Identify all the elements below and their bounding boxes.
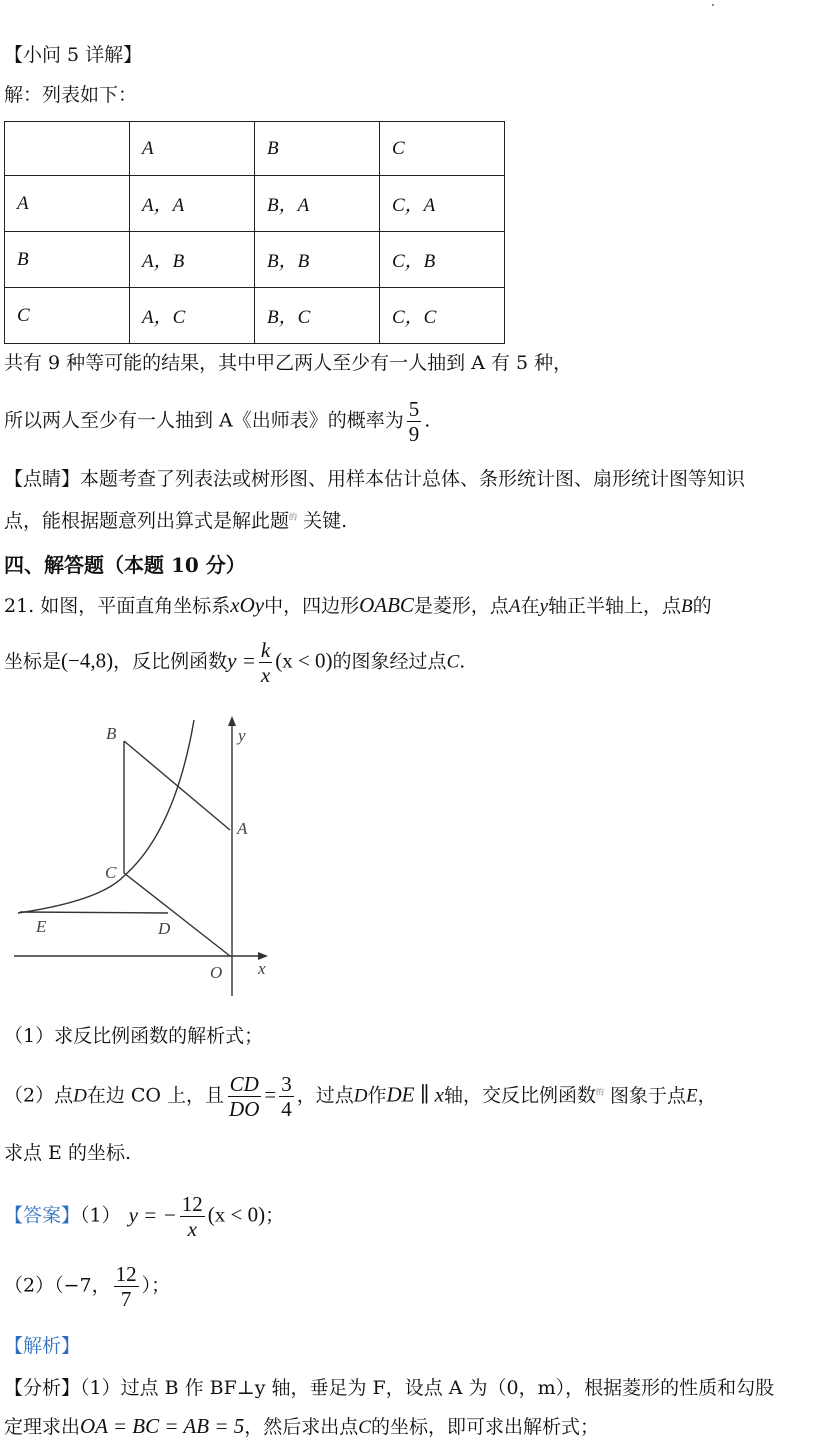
side-ba bbox=[124, 741, 230, 830]
answer-den2: 7 bbox=[120, 1287, 132, 1312]
table-cell: A，C bbox=[130, 288, 255, 344]
q21-point-a: A bbox=[508, 596, 521, 617]
q21-cond: (x < 0) bbox=[275, 648, 333, 673]
table-cell: A bbox=[130, 122, 255, 176]
sub2-point-d: D bbox=[73, 1085, 87, 1107]
comment-tag: 【点睛】 bbox=[4, 468, 81, 490]
prob-suffix: . bbox=[424, 409, 431, 432]
hyperbola-curve bbox=[18, 720, 194, 913]
answer-cond: (x < 0) bbox=[207, 1202, 266, 1227]
q21-coord: (−4,8) bbox=[61, 648, 114, 673]
segment-ed bbox=[20, 912, 168, 913]
answer-end: ； bbox=[265, 1204, 285, 1227]
scan-speck bbox=[712, 4, 714, 6]
q21-oabc: OABC bbox=[359, 593, 414, 617]
q21-text: 的图象经过点 bbox=[332, 650, 447, 673]
analysis-equation: OA = BC = AB = 5 bbox=[80, 1414, 245, 1438]
sub2-4: 4 bbox=[281, 1097, 292, 1122]
sub-question-1: （1）求反比例函数的解析式； bbox=[4, 1025, 264, 1047]
table-cell: C bbox=[380, 122, 505, 176]
label-o: O bbox=[210, 963, 223, 982]
answer-part2: （2）（−7， bbox=[4, 1274, 111, 1297]
comment-text: 点，能根据题意列出算式是解此题 bbox=[4, 510, 290, 532]
q21-text: 轴正半轴上，点 bbox=[548, 595, 682, 617]
q21-line-2 bbox=[4, 638, 465, 687]
table-row bbox=[5, 176, 505, 232]
prob-prefix: 所以两人至少有一人抽到 A《出师表》的概率为 bbox=[4, 409, 404, 432]
analysis-text: 定理求出 bbox=[4, 1416, 81, 1438]
analysis-line-2 bbox=[4, 1414, 599, 1440]
table-cell: C，A bbox=[380, 176, 505, 232]
q21-text: 中，四边形 bbox=[264, 595, 360, 617]
table-cell: C，C bbox=[380, 288, 505, 344]
analysis-text: 的坐标，即可求出解析式； bbox=[370, 1416, 599, 1438]
sub2-point-e: E bbox=[686, 1085, 698, 1107]
table-header-row bbox=[5, 122, 505, 176]
prob-fraction bbox=[407, 397, 422, 446]
label-x: x bbox=[258, 959, 266, 978]
label-e: E bbox=[36, 917, 47, 936]
answer-den: x bbox=[187, 1217, 197, 1242]
sub2-do: DO bbox=[229, 1097, 260, 1122]
q21-text: ，反比例函数 bbox=[113, 650, 228, 673]
sub2-text: ， bbox=[697, 1084, 717, 1107]
q21-y-eq: y = bbox=[227, 648, 256, 673]
comment-line-2 bbox=[4, 510, 347, 533]
q21-point-c: C bbox=[446, 651, 460, 673]
analysis-text: ，然后求出点 bbox=[244, 1416, 359, 1438]
label-d: D bbox=[158, 919, 171, 938]
q21-k: k bbox=[260, 638, 271, 662]
result-line: 共有 9 种等可能的结果，其中甲乙两人至少有一人抽到 A 有 5 种， bbox=[4, 352, 573, 374]
table-cell: A bbox=[5, 176, 130, 232]
table-cell: B bbox=[5, 232, 130, 288]
comment-text-end: 关键. bbox=[303, 510, 348, 532]
prob-num: 5 bbox=[408, 397, 420, 421]
analysis-point-c: C bbox=[358, 1417, 371, 1438]
analysis-fenxi-tag: 【分析】 bbox=[4, 1377, 81, 1399]
sub2-text: 在边 CO 上，且 bbox=[86, 1084, 225, 1107]
sub2-text: （2）点 bbox=[4, 1084, 74, 1107]
answer-fraction-2 bbox=[114, 1262, 139, 1311]
sub2-point-d: D bbox=[353, 1085, 368, 1107]
q21-point-b: B bbox=[681, 596, 693, 617]
rhombus-figure bbox=[0, 706, 290, 1006]
table-cell: A，A bbox=[130, 176, 255, 232]
sub2-eq: = bbox=[264, 1082, 277, 1107]
label-b: B bbox=[106, 724, 117, 743]
side-co bbox=[124, 873, 230, 956]
table-cell: B，C bbox=[255, 288, 380, 344]
sub2-ratio bbox=[227, 1072, 261, 1121]
label-c: C bbox=[105, 863, 117, 882]
comment-line-1 bbox=[4, 468, 745, 491]
sub2-3: 3 bbox=[281, 1072, 292, 1096]
y-axis-arrow bbox=[228, 716, 236, 726]
table-cell: C bbox=[5, 288, 130, 344]
sub2-cd: CD bbox=[229, 1072, 259, 1096]
q21-text: 坐标是 bbox=[4, 650, 62, 673]
q21-text: 的 bbox=[692, 595, 712, 617]
answer-end2: ）； bbox=[141, 1274, 171, 1297]
answer-num2: 12 bbox=[115, 1262, 137, 1286]
comment-text: 本题考查了列表法或树形图、用样本估计总体、条形统计图、扇形统计图等知识 bbox=[80, 468, 746, 490]
answer-y-eq: y = − bbox=[128, 1202, 177, 1227]
answer-num: 12 bbox=[181, 1192, 203, 1216]
q21-text: 21. 如图，平面直角坐标系 bbox=[4, 595, 231, 617]
answer-tag: 【答案】 bbox=[4, 1204, 81, 1227]
q21-fraction bbox=[259, 638, 272, 687]
q21-text: . bbox=[459, 650, 466, 673]
answer-line-1 bbox=[4, 1192, 284, 1241]
comment-mark: 的 bbox=[289, 512, 298, 522]
q21-x: x bbox=[260, 663, 271, 688]
table-cell: A，B bbox=[130, 232, 255, 288]
q21-text: 是菱形，点 bbox=[413, 595, 509, 617]
q21-line-1 bbox=[4, 593, 712, 619]
table-row bbox=[5, 288, 505, 344]
section-title: 四、解答题（本题 10 分） bbox=[4, 553, 246, 577]
q21-text: 在 bbox=[520, 595, 540, 617]
table-cell: B bbox=[255, 122, 380, 176]
answer-fraction bbox=[180, 1192, 205, 1241]
answer-line-2 bbox=[4, 1262, 170, 1311]
sub2-text: ，过点 bbox=[296, 1084, 354, 1107]
sub-question-2 bbox=[4, 1072, 717, 1121]
analysis-tag: 【解析】 bbox=[4, 1335, 81, 1357]
table-cell: C，B bbox=[380, 232, 505, 288]
part5-intro: 解：列表如下： bbox=[4, 84, 138, 106]
part5-heading: 【小问 5 详解】 bbox=[4, 44, 143, 66]
table-cell bbox=[5, 122, 130, 176]
sub2-value bbox=[279, 1072, 294, 1121]
table-cell: B，A bbox=[255, 176, 380, 232]
sub-question-2-line-2: 求点 E 的坐标. bbox=[4, 1142, 131, 1164]
answer-part1: （1） bbox=[80, 1204, 121, 1227]
sub2-mark: 的 bbox=[596, 1087, 605, 1097]
label-y: y bbox=[238, 726, 246, 745]
probability-line bbox=[4, 397, 430, 446]
sub2-text: 轴，交反比例函数 bbox=[444, 1084, 597, 1107]
analysis-text: （1）过点 B 作 BF⊥y 轴，垂足为 F，设点 A 为（0，m），根据菱形的性质和勾股 bbox=[80, 1377, 775, 1399]
sub2-de-parallel: DE ∥ x bbox=[386, 1082, 444, 1107]
q21-xoy: xOy bbox=[230, 593, 265, 617]
prob-den: 9 bbox=[408, 422, 420, 447]
analysis-line-1 bbox=[4, 1377, 774, 1400]
table-row bbox=[5, 232, 505, 288]
q21-y: y bbox=[539, 596, 548, 617]
outcome-table bbox=[4, 121, 505, 344]
sub2-text: 作 bbox=[367, 1084, 387, 1107]
table-cell: B，B bbox=[255, 232, 380, 288]
label-a: A bbox=[237, 819, 248, 838]
sub2-text: 图象于点 bbox=[610, 1084, 687, 1107]
